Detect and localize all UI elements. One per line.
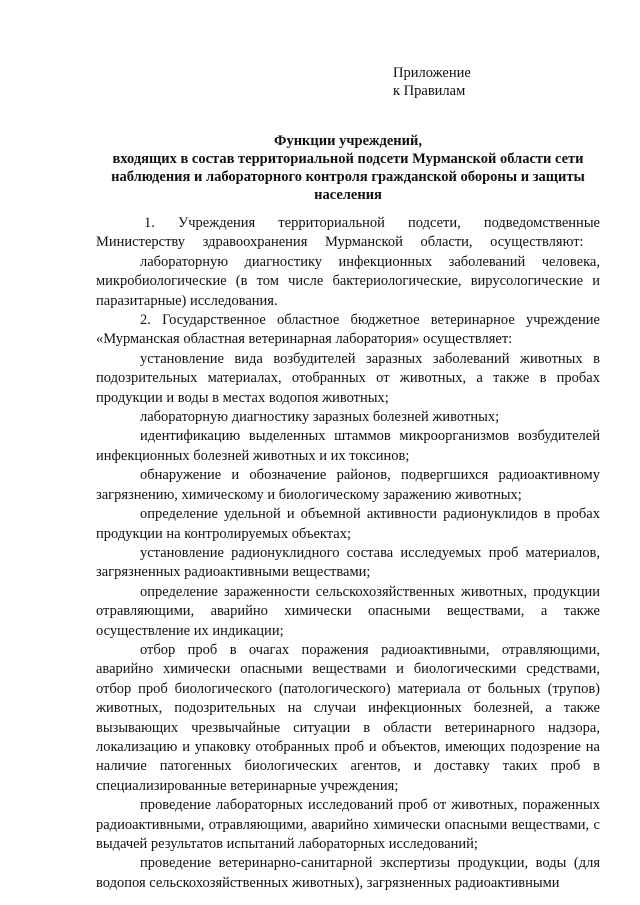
paragraph: установление радионуклидного состава исследуемых проб материалов, загрязненных радиоактивными веществами;: [96, 544, 600, 581]
paragraph: определение зараженности сельскохозяйственных животных, продукции отравляющими, аварийно химически опасными веществами, а также осуществление их индикации;: [96, 583, 600, 639]
paragraph: проведение ветеринарно-санитарной экспертизы продукции, воды (для водопоя сельскохозяйственных животных), загрязненных радиоактивными: [96, 855, 600, 891]
paragraph: лабораторную диагностику заразных болезней животных;: [140, 409, 500, 426]
paragraph: 2. Государственное областное бюджетное ветеринарное учреждение «Мурманская областная ветеринарная лаборатория» осуществляет:: [96, 312, 600, 348]
paragraph: идентификацию выделенных штаммов микроорганизмов возбудителей инфекционных болезней животных и их токсинов;: [96, 428, 600, 464]
paragraph: проведение лабораторных исследований проб от животных, пораженных радиоактивными, отравляющими, аварийно химически опасными веществами, с выдачей результатов испытаний лабораторных исследований;: [96, 797, 600, 852]
document-title: [96, 132, 600, 204]
annex-line-2: к Правилам: [393, 83, 466, 99]
annex-line-1: Приложение: [393, 65, 471, 81]
paragraph: лабораторную диагностику инфекционных заболеваний человека, микробиологические (в том числе бактериологические, вирусологические и паразитарные) исследования.: [96, 253, 600, 309]
title-line-4: населения: [314, 187, 382, 203]
paragraph: отбор проб в очагах поражения радиоактивными, отравляющими, аварийно химически опасными веществами и биологическими средствами, отбор проб биологического (патологического) материала от больных (трупов) животных, подозрительных на случаи инфекционных болезней, а также вызывающих чрезвычайные ситуации в области ветеринарного надзора, локализацию и упаковку отобранных проб и объектов, имеющих подозрение на наличие патогенных биологических агентов, и доставку таких проб в специализированные ветеринарные учреждения;: [96, 641, 600, 794]
title-line-1: Функции учреждений,: [273, 133, 422, 149]
paragraph: 1. Учреждения территориальной подсети, подведомственные Министерству здравоохранения Мурманской области, осуществляют:: [96, 215, 600, 251]
paragraph: обнаружение и обозначение районов, подвергшихся радиоактивному загрязнению, химическому и биологическому заражению животных;: [96, 467, 600, 503]
title-line-2: входящих в состав территориальной подсети Мурманской области сети: [112, 151, 584, 167]
document-body: [96, 214, 600, 893]
annex-header: [393, 64, 471, 100]
title-line-3: наблюдения и лабораторного контроля гражданской обороны и защиты: [111, 169, 585, 185]
paragraph: определение удельной и объемной активности радионуклидов в пробах продукции на контролируемых объектах;: [96, 506, 600, 542]
paragraph: установление вида возбудителей заразных заболеваний животных в подозрительных материалах, отобранных от животных, а также в пробах продукции и воды в местах водопоя животных;: [96, 350, 600, 406]
